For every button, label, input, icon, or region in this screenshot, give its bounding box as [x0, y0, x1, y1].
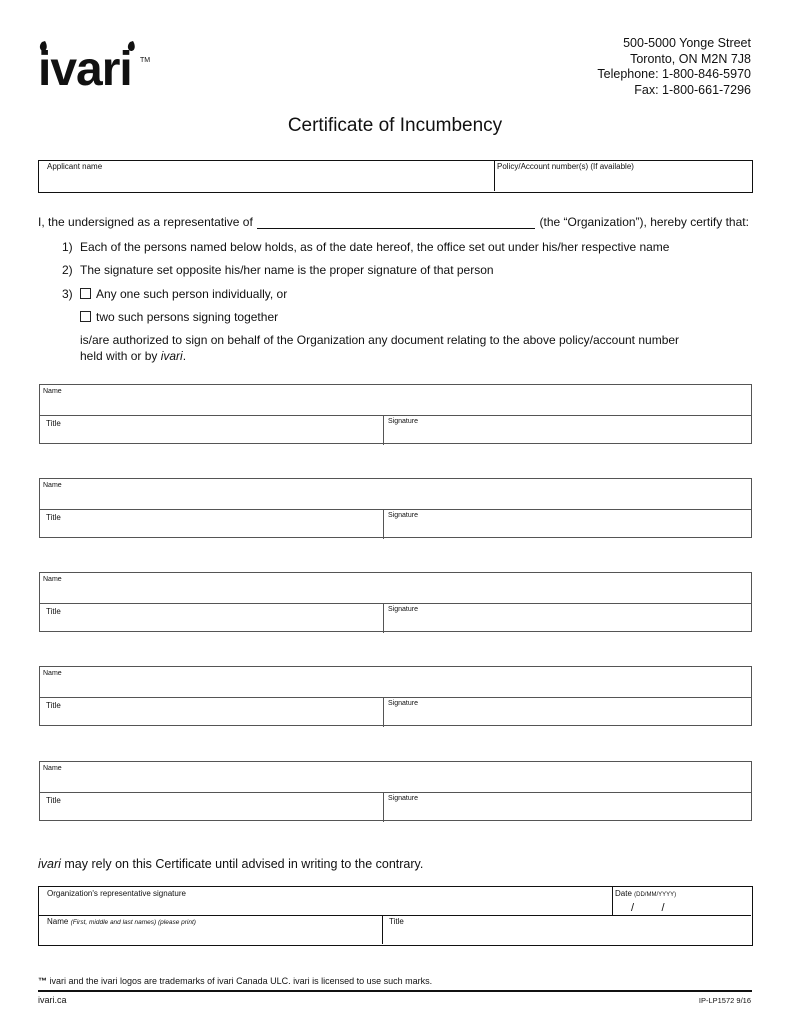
signatory-box: [39, 572, 752, 632]
name-field[interactable]: [40, 385, 751, 416]
item-text: two such persons signing together: [96, 310, 279, 324]
name-label: Name: [43, 388, 62, 395]
svg-text:TM: TM: [140, 57, 151, 64]
authorization-text: [80, 333, 679, 363]
item-text: Each of the persons named below holds, as of the date hereof, the office set out under his/her respective name: [80, 240, 670, 254]
title-label: Title: [46, 607, 61, 616]
authorization-line: is/are authorized to sign on behalf of the Organization any document relating to the above policy/account number: [80, 333, 680, 347]
trademark-notice: ™ ivari and the ivari logos are trademarks of ivari Canada ULC. ivari is licensed to use such marks.: [38, 976, 433, 986]
date-separators: / /: [631, 902, 665, 914]
representative-name-field[interactable]: [39, 916, 382, 944]
applicant-name-field[interactable]: [39, 161, 494, 191]
declaration-prefix: I, the undersigned as a representative of: [38, 215, 253, 229]
date-format: (DD/MM/YYYY): [634, 892, 677, 898]
signature-label: Signature: [388, 418, 418, 425]
divider: [383, 603, 384, 633]
title-label: Title: [46, 513, 61, 522]
list-item: [80, 310, 278, 324]
list-item: [62, 240, 669, 254]
name-label: Name: [43, 482, 62, 489]
declaration-line: [38, 215, 749, 229]
signatory-box: [39, 666, 752, 726]
divider: [383, 509, 384, 539]
name-field[interactable]: [40, 479, 751, 510]
address-line: Telephone: 1-800-846-5970: [597, 67, 751, 81]
address-line: 500-5000 Yonge Street: [623, 36, 751, 50]
organization-name-field[interactable]: [257, 216, 535, 229]
divider: [383, 697, 384, 727]
item-text: Any one such person individually, or: [96, 287, 288, 301]
item-number: 2): [62, 263, 73, 277]
rep-title-label: Title: [389, 917, 404, 926]
divider: [383, 792, 384, 822]
applicant-box: [38, 160, 753, 193]
rep-name-label: Name: [47, 917, 69, 926]
name-field[interactable]: [40, 762, 751, 793]
list-item: [62, 287, 287, 301]
signatory-box: [39, 384, 752, 444]
declaration-suffix: (the “Organization”), hereby certify that:: [539, 215, 749, 229]
signatory-box: [39, 478, 752, 538]
date-label: Date: [615, 889, 632, 898]
footer-divider: [38, 990, 752, 992]
policy-number-label: Policy/Account number(s) (If available): [497, 162, 634, 171]
rep-name-hint: (First, middle and last names) (please print): [70, 919, 196, 926]
applicant-name-label: Applicant name: [47, 162, 103, 171]
representative-signature-field[interactable]: [39, 887, 612, 915]
policy-number-field[interactable]: [495, 161, 751, 191]
title-label: Title: [46, 796, 61, 805]
item-text: The signature set opposite his/her name is the proper signature of that person: [80, 263, 494, 277]
page-title: Certificate of Incumbency: [287, 115, 503, 136]
signature-label: Signature: [388, 795, 418, 802]
footer-url: ivari.ca: [38, 995, 67, 1005]
representative-title-field[interactable]: [383, 916, 751, 944]
signature-label: Signature: [388, 512, 418, 519]
item-number: 3): [62, 287, 73, 301]
individual-checkbox[interactable]: [80, 288, 91, 299]
form-code: IP-LP1572 9/16: [698, 996, 751, 1005]
representative-box: [38, 886, 753, 946]
name-label: Name: [43, 765, 62, 772]
title-label: Title: [46, 419, 61, 428]
item-number: 1): [62, 240, 73, 254]
authorization-line: held with or by ivari.: [80, 349, 187, 363]
rep-signature-label: Organization's representative signature: [47, 889, 186, 898]
company-address: [597, 36, 751, 98]
date-field[interactable]: [613, 887, 751, 915]
name-label: Name: [43, 670, 62, 677]
name-field[interactable]: [40, 667, 751, 698]
name-field[interactable]: [40, 573, 751, 604]
svg-text:ivari: ivari: [38, 43, 132, 92]
address-line: Fax: 1-800-661-7296: [634, 82, 751, 97]
divider: [383, 415, 384, 445]
list-item: [62, 263, 494, 277]
address-line: Toronto, ON M2N 7J8: [630, 51, 751, 66]
signature-label: Signature: [388, 606, 418, 613]
title-label: Title: [46, 701, 61, 710]
two-persons-checkbox[interactable]: [80, 311, 91, 322]
reliance-statement: ivari may rely on this Certificate until advised in writing to the contrary.: [38, 857, 424, 871]
signatory-box: [39, 761, 752, 821]
ivari-logo: [38, 36, 158, 92]
name-label: Name: [43, 576, 62, 583]
signature-label: Signature: [388, 700, 418, 707]
